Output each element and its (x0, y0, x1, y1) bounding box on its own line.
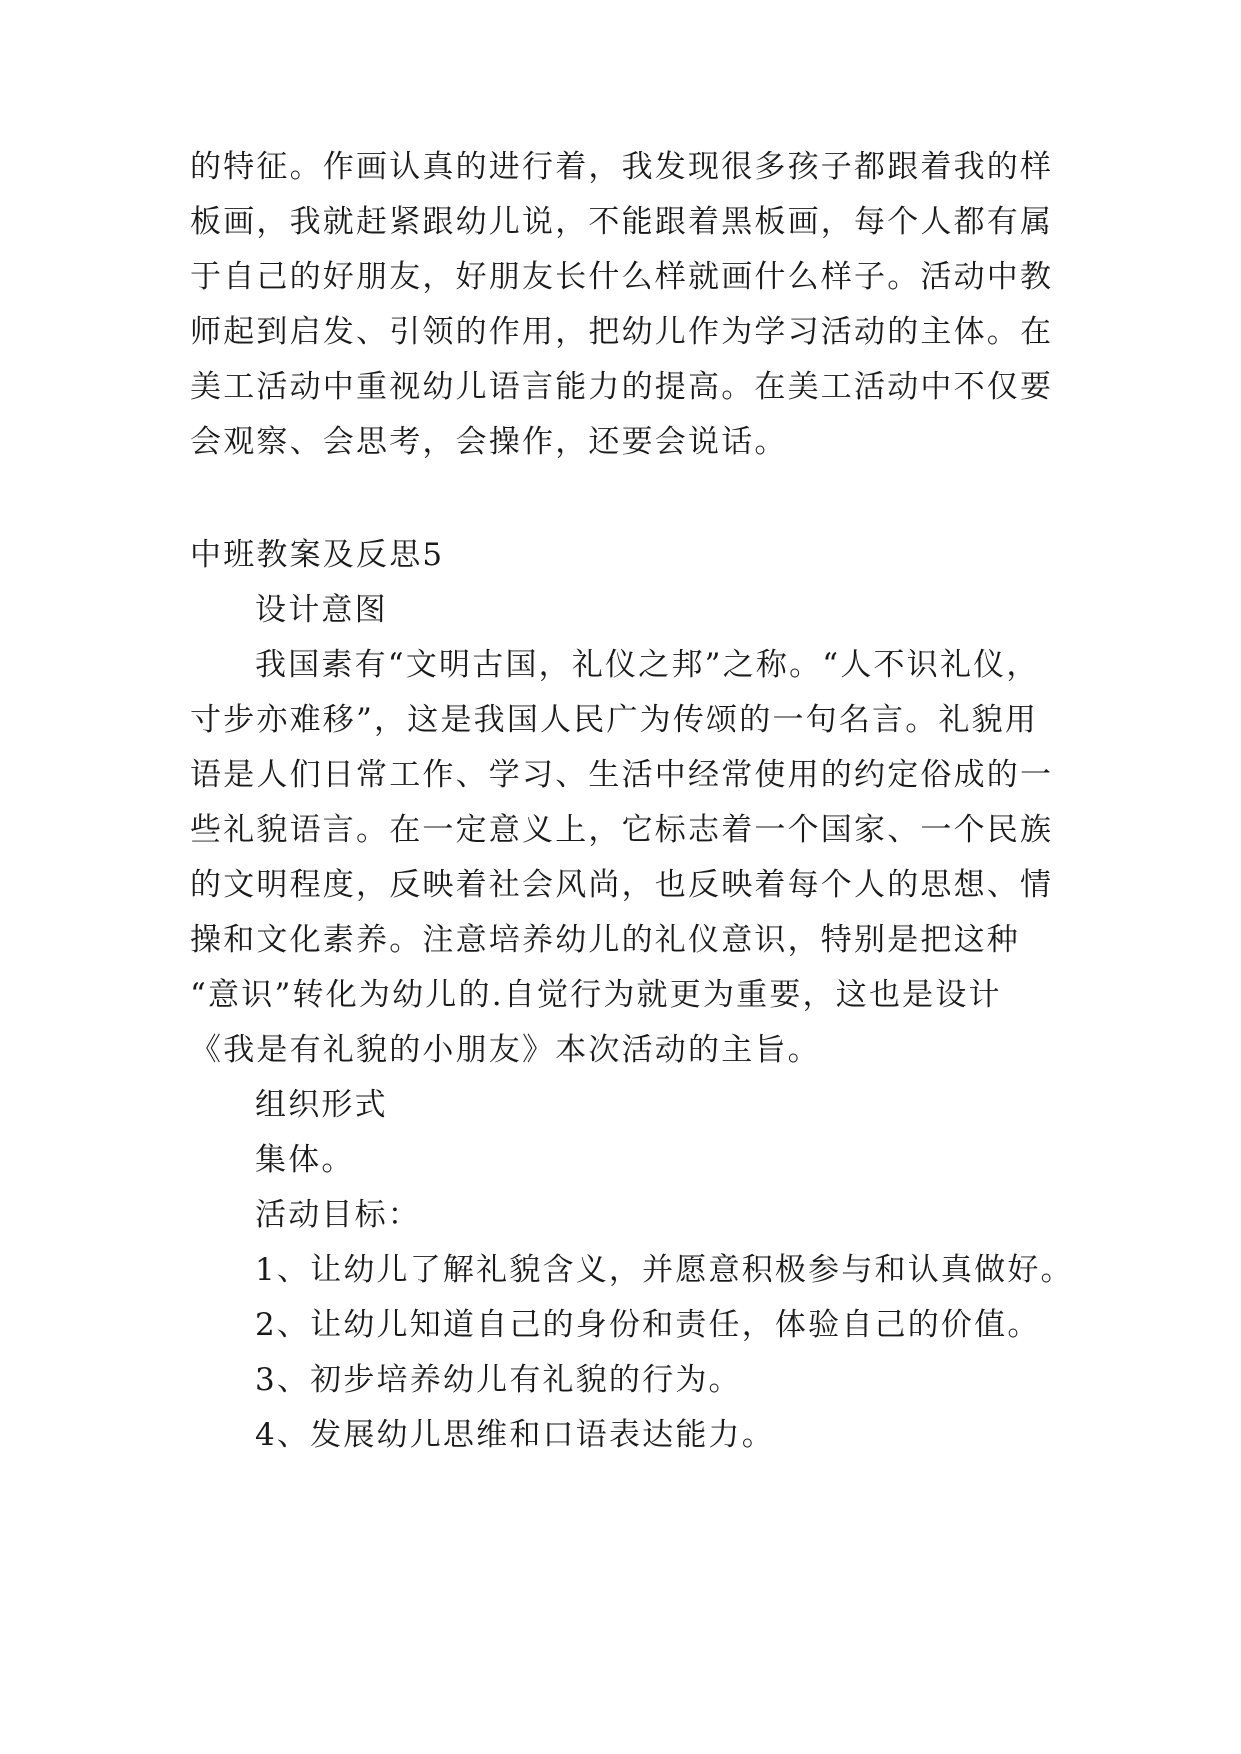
objective-item: 1、让幼儿了解礼貌含义，并愿意积极参与和认真做好。 (255, 1252, 1074, 1288)
paragraph-line: 语是人们日常工作、学习、生活中经常使用的约定俗成的一 (190, 757, 1054, 793)
objective-item: 2、让幼儿知道自己的身份和责任，体验自己的价值。 (255, 1307, 1041, 1343)
paragraph-line: 的特征。作画认真的进行着，我发现很多孩子都跟着我的样 (190, 149, 1054, 185)
paragraph-line: 板画，我就赶紧跟幼儿说，不能跟着黑板画，每个人都有属 (190, 204, 1054, 240)
paragraph-line: “意识”转化为幼儿的.自觉行为就更为重要，这也是设计 (190, 977, 1002, 1013)
objective-item: 3、初步培养幼儿有礼貌的行为。 (255, 1362, 742, 1398)
paragraph-line: 的文明程度，反映着社会风尚，也反映着每个人的思想、情 (190, 867, 1054, 903)
paragraph-line: 些礼貌语言。在一定意义上，它标志着一个国家、一个民族 (190, 812, 1054, 848)
organization-text: 集体。 (255, 1142, 355, 1178)
organization-heading: 组织形式 (255, 1087, 388, 1123)
paragraph-line: 操和文化素养。注意培养幼儿的礼仪意识，特别是把这种 (190, 922, 1020, 958)
objective-item: 4、发展幼儿思维和口语表达能力。 (255, 1417, 775, 1453)
paragraph-line: 寸步亦难移”，这是我国人民广为传颂的一句名言。礼貌用 (190, 702, 1039, 738)
design-intent-heading: 设计意图 (255, 592, 388, 628)
paragraph-line: 美工活动中重视幼儿语言能力的提高。在美工活动中不仅要 (190, 369, 1054, 405)
paragraph-line: 会观察、会思考，会操作，还要会说话。 (190, 424, 788, 460)
paragraph-line: 于自己的好朋友，好朋友长什么样就画什么样子。活动中教 (190, 259, 1054, 295)
paragraph-line: 我国素有“文明古国，礼仪之邦”之称。“人不识礼仪， (255, 647, 1040, 683)
paragraph-line: 《我是有礼貌的小朋友》本次活动的主旨。 (190, 1032, 821, 1068)
objectives-heading: 活动目标： (255, 1197, 421, 1233)
paragraph-line: 师起到启发、引领的作用，把幼儿作为学习活动的主体。在 (190, 314, 1054, 350)
section-title: 中班教案及反思5 (190, 537, 445, 573)
